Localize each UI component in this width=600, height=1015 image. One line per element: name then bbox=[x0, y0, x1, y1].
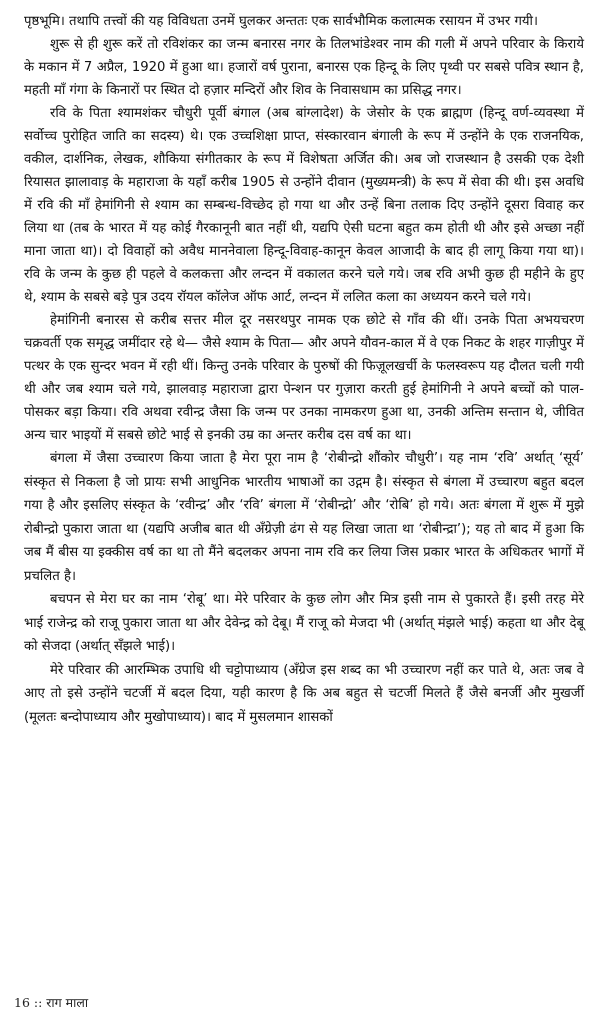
paragraph-5: बंगला में जैसा उच्चारण किया जाता है मेरा पूरा नाम है ‘रोबीन्द्रो शौंकोर चौधुरी’। यह नाम ‘रवि’ अर्थात् ‘सूर्य’ संस्कृत से निकला है जो प्रायः सभी आधुनिक भारतीय भाषाओं का उद्गम है। संस्कृत से बंगला में उच्चारण बहुत बदल गया है और इसलिए संस्कृत के ‘रवीन्द्र’ और ‘रवि’ बंगला में ‘रोबीन्द्रो’ और ‘रोबि’ हो गये। अतः बंगला में शुरू में मुझे रोबीन्द्रो पुकारा जाता था (यद्यपि अजीब बात थी अँग्रेज़ी ढंग से यह लिखा जाता था ‘रोबीन्द्रा’); यह तो बाद में हुआ कि जब मैं बीस या इक्कीस वर्ष का था तो मैंने बदलकर अपना नाम रवि कर लिया जिस प्रकार भारत के अधिकतर भागों में प्रचलित है। bbox=[24, 451, 584, 584]
page-footer: 16 :: राग माला bbox=[14, 995, 89, 1010]
body-text bbox=[24, 10, 584, 729]
paragraph-3: रवि के पिता श्यामशंकर चौधुरी पूर्वी बंगाल (अब बांग्लादेश) के जेसोर के एक ब्राह्मण (हिन्दू वर्ण-व्यवस्था में सर्वोच्च पुरोहित जाति का सदस्य) थे। एक उच्चशिक्षा प्राप्त, संस्कारवान बंगाली के रूप में उन्होंने के एक राजनयिक, वकील, दार्शनिक, लेखक, शौकिया संगीतकार के रूप में विशेषता अर्जित की। अब जो राजस्थान है उसकी एक देशी रियासत झालावाड़ के महाराजा के यहाँ करीब 1905 से उन्होंने दीवान (मुख्यमन्त्री) के रूप में सेवा की थी। इस अवधि में रवि की माँ हेमांगिनी से श्याम का सम्बन्ध-विच्छेद हो गया था और उन्हें बिना तलाक दिए उन्होंने दूसरा विवाह कर लिया था (तब के भारत में यह कोई गैरकानूनी बात नहीं थी, यद्यपि ऐसी घटना बहुत कम होती थी और इसे अच्छा नहीं माना जाता था)। दो विवाहों को अवैध माननेवाला हिन्दू-विवाह-कानून केवल आजादी के बाद ही लागू किया गया था)। रवि के जन्म के कुछ ही पहले वे कलकत्ता और लन्दन में वकालत करने चले गये। जब रवि अभी कुछ ही महीने के हुए थे, श्याम के सबसे बड़े पुत्र उदय रॉयल कॉलेज ऑफ आर्ट, लन्दन में ललित कला का अध्ययन करने चले गये। bbox=[24, 106, 584, 305]
paragraph-2: शुरू से ही शुरू करें तो रविशंकर का जन्म बनारस नगर के तिलभांडेश्वर नाम की गली में अपने परिवार के किराये के मकान में 7 अप्रैल, 1920 में हुआ था। हजारों वर्ष पुराना, बनारस एक हिन्दू के लिए पृथ्वी पर सबसे पवित्र स्थान है, महती माँ गंगा के किनारों पर स्थित दो हज़ार मन्दिरों और शिव के निवासधाम का प्रसिद्ध नगर। bbox=[24, 37, 584, 98]
paragraph-6: बचपन से मेरा घर का नाम ‘रोबू’ था। मेरे परिवार के कुछ लोग और मित्र इसी नाम से पुकारते हैं। इसी तरह मेरे भाई राजेन्द्र को राजू पुकारा जाता था और देवेन्द्र को देबू। मैं राजू को मेजदा भी (अर्थात् मंझले भाई) कहता था और देबू को सेजदा (अर्थात् सँझले भाई)। bbox=[24, 592, 584, 654]
paragraph-4: हेमांगिनी बनारस से करीब सत्तर मील दूर नसरथपुर नामक एक छोटे से गाँव की थीं। उनके पिता अभयचरण चक्रवर्ती एक समृद्ध जमींदार रहे थे— जैसे श्याम के पिता— और अपने यौवन-काल में वे एक निकट के शहर गाज़ीपुर में पत्थर के एक सुन्दर भवन में रही थीं। किन्तु उनके परिवार के पुरुषों की फिज़ूलखर्ची के फलस्वरूप यह दौलत चली गयी थी और जब श्याम चले गये, झालवाड़ महाराजा द्वारा पेन्शन पर गुज़ारा करती हुई हेमांगिनी ने अपने बच्चों को पाल-पोसकर बड़ा किया। रवि अथवा रवीन्द्र जैसा कि जन्म पर उनका नामकरण हुआ था, उनकी अन्तिम सन्तान थे, जीवित अन्य चार भाइयों में सबसे छोटे भाई से इनकी उम्र का अन्तर करीब दस वर्ष का था। bbox=[24, 313, 584, 443]
paragraph-7: मेरे परिवार की आरम्भिक उपाधि थी चट्टोपाध्याय (अँग्रेज इस शब्द का भी उच्चारण नहीं कर पाते थे, अतः जब वे आए तो इसे उन्होंने चटर्जी में बदल दिया, यही कारण है कि अब बहुत से चटर्जी मिलते हैं जैसे बनर्जी और मुखर्जी (मूलतः बन्दोपाध्याय और मुखोपाध्याय)। बाद में मुसलमान शासकों bbox=[24, 662, 584, 725]
paragraph-1: पृष्ठभूमि। तथापि तत्त्वों की यह विविधता उनमें घुलकर अन्ततः एक सार्वभौमिक कलात्मक रसायन में उभर गयी। bbox=[24, 14, 538, 29]
